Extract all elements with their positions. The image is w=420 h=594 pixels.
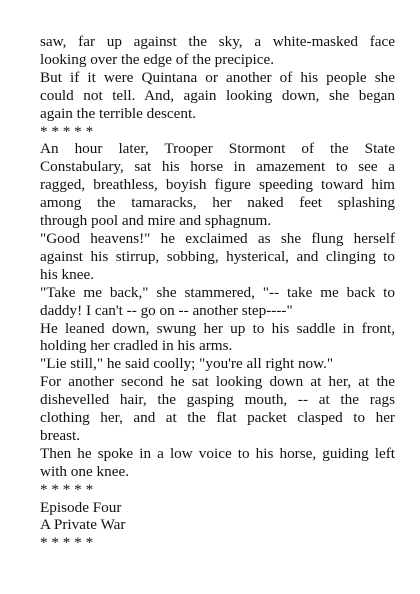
text-line: could not tell. And, again looking down, she began: [40, 86, 395, 104]
text-line: with one knee.: [40, 462, 129, 480]
text-line: "Take me back," she stammered, "-- take me back to: [40, 283, 395, 301]
text-line: He leaned down, swung her up to his saddle in front,: [40, 319, 395, 337]
text-line: For another second he sat looking down at her, at the: [40, 373, 395, 391]
text-line: But if it were Quintana or another of his people she: [40, 68, 395, 86]
text-line: holding her cradled in his arms.: [40, 337, 233, 355]
text-line: An hour later, Trooper Stormont of the State: [40, 140, 395, 158]
text-line: against his stirrup, sobbing, hysterical, and clinging to: [40, 247, 395, 265]
text-line: ragged, breathless, boyish figure speeding toward him: [40, 176, 395, 194]
text-body: [40, 33, 395, 552]
text-line: through pool and mire and sphagnum.: [40, 212, 272, 230]
text-line: dishevelled hair, the gasping mouth, -- at the rags: [40, 391, 395, 409]
text-line: daddy! I can't -- go on -- another step----": [40, 301, 293, 319]
text-line: among the tamaracks, her naked feet splashing: [40, 194, 395, 212]
text-line: Then he spoke in a low voice to his horse, guiding left: [40, 444, 395, 462]
text-line: Constabulary, sat his horse in amazement to see a: [40, 158, 395, 176]
text-line: breast.: [40, 426, 81, 444]
text-line: saw, far up against the sky, a white-masked face: [40, 33, 395, 50]
text-line: A Private War: [40, 516, 126, 534]
text-line: his knee.: [40, 265, 94, 283]
text-line: * * * * *: [40, 534, 94, 552]
text-line: * * * * *: [40, 122, 94, 140]
text-line: looking over the edge of the precipice.: [40, 50, 275, 68]
text-line: Episode Four: [40, 498, 122, 516]
text-line: "Lie still," he said coolly; "you're all right now.": [40, 355, 334, 373]
text-line: again the terrible descent.: [40, 104, 197, 122]
text-line: "Good heavens!" he exclaimed as she flung herself: [40, 229, 395, 247]
text-line: * * * * *: [40, 480, 94, 498]
text-line: clothing her, and at the flat packet clasped to her: [40, 409, 395, 427]
